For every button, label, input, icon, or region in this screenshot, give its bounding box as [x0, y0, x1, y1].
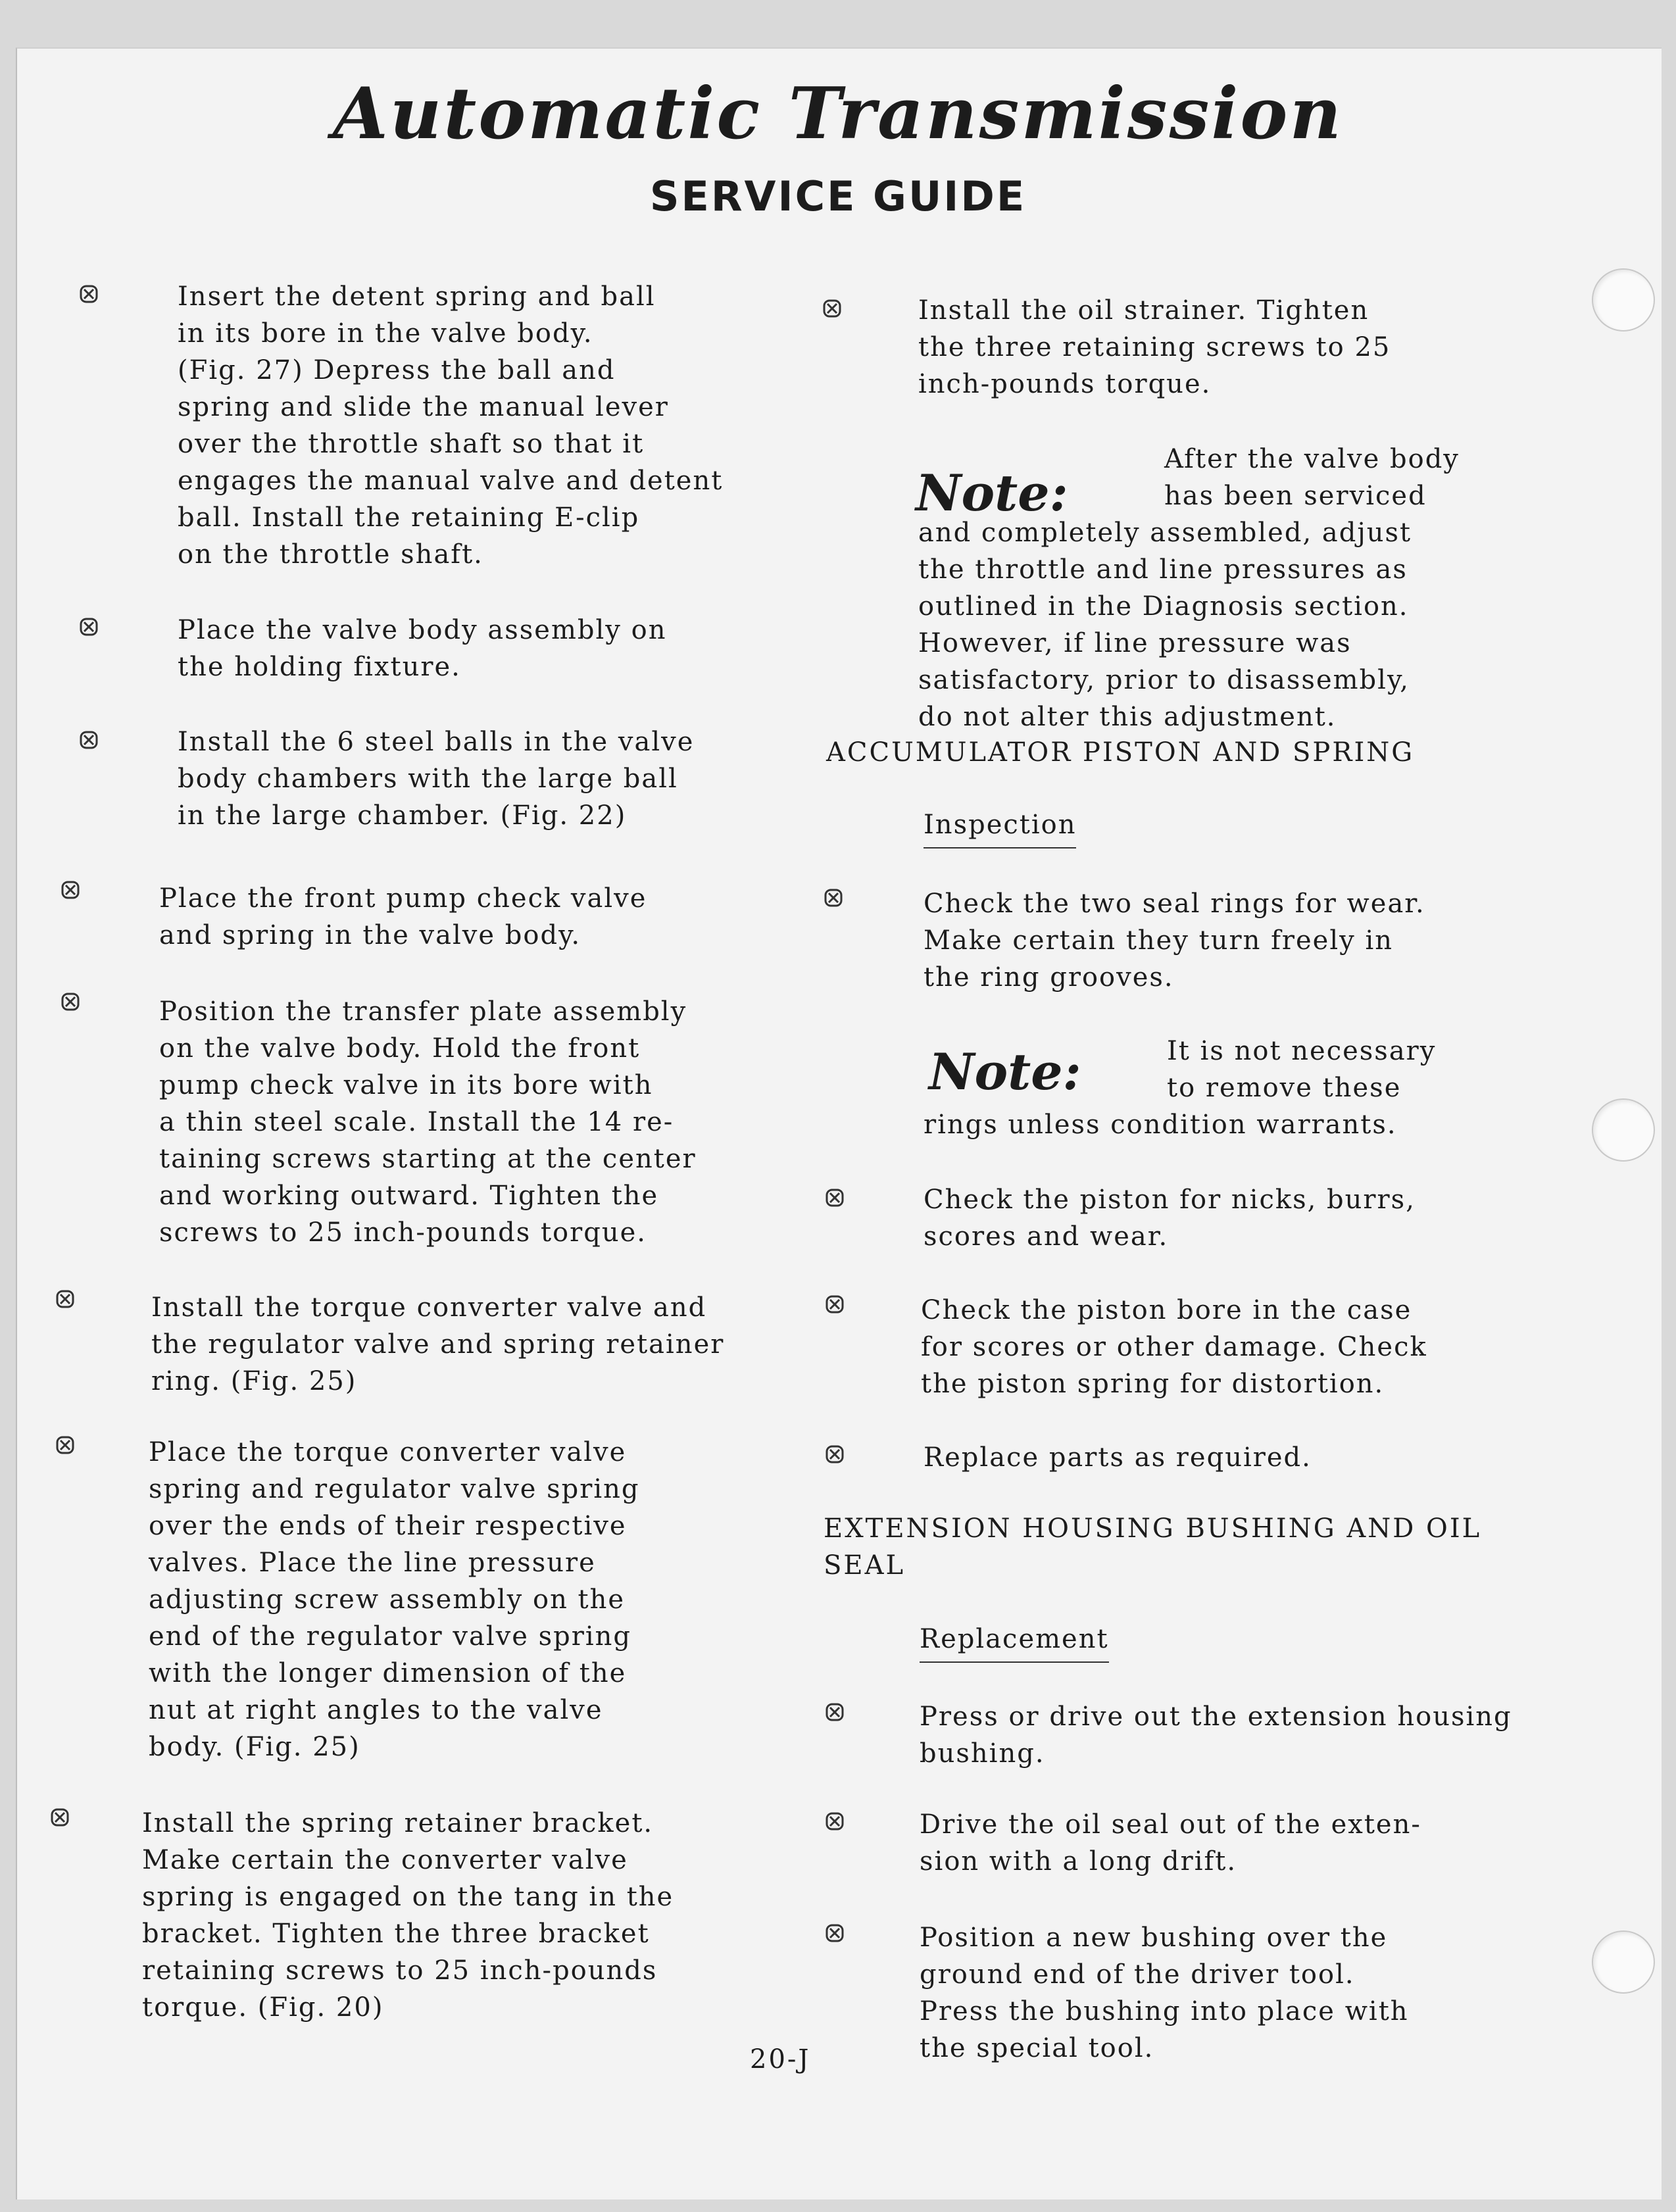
note-body-text: and completely assembled, adjust the throttle and line pressures as outlined in the Diagnosis section. However, if line pressure was satisfactory, prior to disassembly, do not alter this adjustment.	[918, 518, 1412, 732]
inspection-step-3: Check the piston bore in the case for scores or other damage. Check the piston spring for distortion.	[921, 1295, 1427, 1399]
left-step-2: Place the valve body assembly on the holding fixture.	[178, 615, 667, 682]
replacement-step-3: Position a new bushing over the ground end of the driver tool. Press the bushing into place with the special tool.	[920, 1923, 1409, 2063]
boxed-x-icon	[79, 284, 99, 304]
subheading-inspection: Inspection	[924, 806, 1076, 848]
subheading-replacement: Replacement	[920, 1621, 1109, 1663]
binder-hole-top	[1592, 268, 1655, 332]
left-step-6: Install the torque converter valve and the regulator valve and spring retainer ring. (Fig. 25)	[151, 1292, 725, 1396]
left-step-8: Install the spring retainer bracket. Make certain the converter valve spring is engaged on the tang in the bracket. Tighten the three bracket retaining screws to 25 inch-pounds torque. (Fig. 20)	[142, 1808, 674, 2023]
boxed-x-icon	[825, 1444, 845, 1464]
boxed-x-icon	[55, 1289, 75, 1309]
left-step-7: Place the torque converter valve spring and regulator valve spring over the ends of their respective valves. Place the line pressure adjusting screw assembly on the end of the regulator valve spring with the longer dimension of the nut at right angles to the valve body. (Fig. 25)	[149, 1437, 640, 1762]
note-label-2: Note:	[929, 1043, 1081, 1101]
left-step-3: Install the 6 steel balls in the valve body chambers with the large ball in the large chamber. (Fig. 22)	[178, 727, 695, 831]
page-number: 20-J	[750, 2044, 811, 2075]
boxed-x-icon	[825, 1811, 845, 1831]
section-heading-accumulator: ACCUMULATOR PISTON AND SPRING	[826, 737, 1415, 768]
binder-hole-middle	[1592, 1098, 1655, 1162]
replacement-step-1: Press or drive out the extension housing bushing.	[920, 1702, 1512, 1769]
page-subtitle: SERVICE GUIDE	[649, 172, 1027, 220]
boxed-x-icon	[825, 1188, 845, 1208]
binder-hole-bottom	[1592, 1930, 1655, 1994]
left-step-5: Position the transfer plate assembly on the valve body. Hold the front pump check valve in its bore with a thin steel scale. Install the 14 re- taining screws starting at the center and working outward. Tighten the screws to 25 inch-pounds torque.	[159, 996, 697, 1248]
boxed-x-icon	[825, 1294, 845, 1314]
boxed-x-icon	[61, 880, 80, 900]
note-label: Note:	[916, 464, 1068, 522]
replacement-step-2: Drive the oil seal out of the exten- sion with a long drift.	[920, 1809, 1421, 1877]
inspection-step-2: Check the piston for nicks, burrs, scores and wear.	[924, 1185, 1416, 1252]
boxed-x-icon	[61, 992, 80, 1012]
boxed-x-icon	[55, 1435, 75, 1455]
boxed-x-icon	[824, 888, 843, 908]
note-lead-text: After the valve body has been serviced	[1164, 444, 1460, 511]
boxed-x-icon	[50, 1807, 70, 1827]
note2-lead-text: It is not necessary to remove these	[1167, 1036, 1437, 1103]
boxed-x-icon	[79, 617, 99, 637]
boxed-x-icon	[825, 1923, 845, 1943]
boxed-x-icon	[825, 1702, 845, 1722]
section-heading-extension: EXTENSION HOUSING BUSHING AND OIL SEAL	[824, 1513, 1482, 1581]
inspection-step-1: Check the two seal rings for wear. Make certain they turn freely in the ring grooves.	[924, 889, 1425, 993]
page-title: Automatic Transmission	[333, 72, 1343, 155]
left-step-4: Place the front pump check valve and spring in the valve body.	[159, 883, 647, 950]
boxed-x-icon	[79, 730, 99, 750]
left-step-1: Insert the detent spring and ball in its bore in the valve body. (Fig. 27) Depress the ball and spring and slide the manual lever over the throttle shaft so that it engages the manual valve and detent ball. Install the retaining E-clip on the throttle shaft.	[178, 282, 724, 570]
right-step-strainer: Install the oil strainer. Tighten the three retaining screws to 25 inch-pounds torque.	[918, 295, 1391, 399]
note2-body-text: rings unless condition warrants.	[924, 1110, 1397, 1140]
inspection-step-4: Replace parts as required.	[924, 1442, 1312, 1473]
boxed-x-icon	[822, 299, 842, 318]
